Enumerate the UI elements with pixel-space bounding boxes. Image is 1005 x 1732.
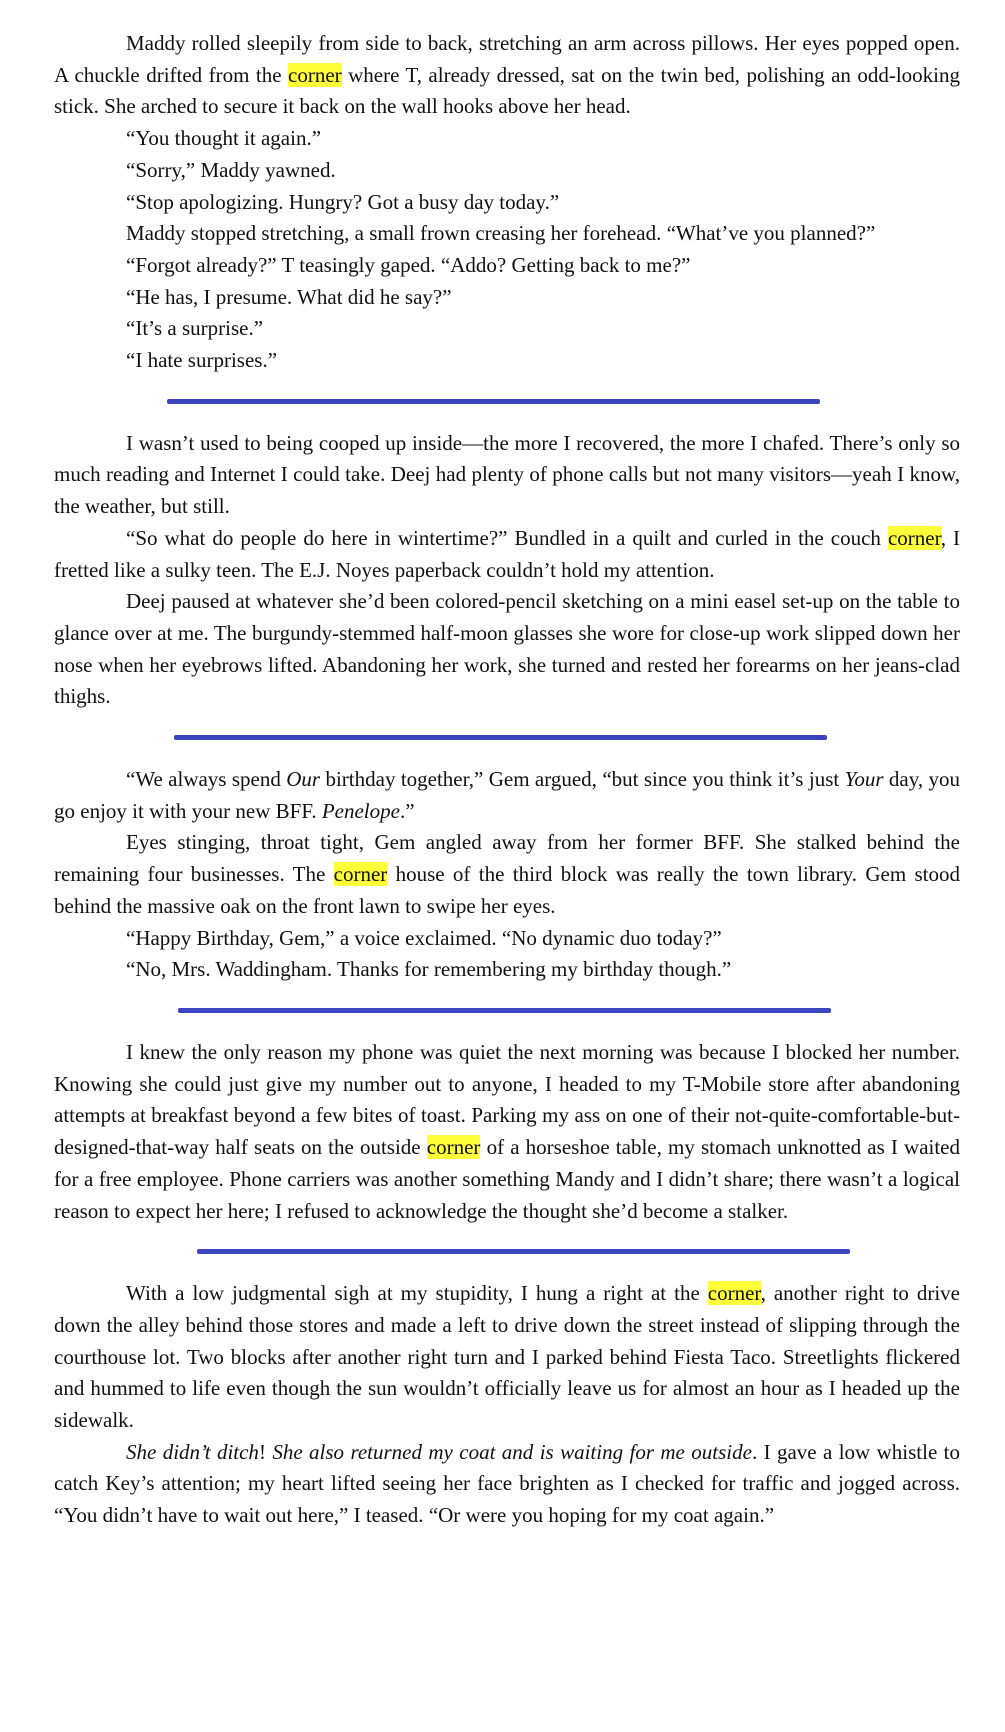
excerpt-section-2 — [54, 428, 960, 713]
text-run: “We always spend — [126, 767, 287, 792]
search-highlight: corner — [426, 1135, 481, 1160]
paragraph: “Happy Birthday, Gem,” a voice exclaimed. “No dynamic duo today?” — [126, 925, 722, 950]
paragraph: “No, Mrs. Waddingham. Thanks for remembering my birthday though.” — [126, 957, 732, 982]
excerpt-section-4 — [54, 1037, 960, 1227]
text-run: . I gave a low whistle to catch Key’s attention; my heart lifted seeing her face brighten as I checked for traffic and jogged across. “You didn’t have to wait out here,” I teased. “Or were you hoping for my coat again.” — [54, 1439, 960, 1528]
text-run: where T, already dressed, sat on the twin bed, polishing an odd-looking stick. She arched to secure it back on the wall hooks above her head. — [54, 62, 960, 119]
section-divider — [167, 399, 820, 404]
text-run: Maddy rolled sleepily from side to back, stretching an arm across pillows. Her eyes popped open. A chuckle drifted from the — [54, 31, 960, 87]
excerpt-section-1 — [54, 28, 960, 377]
paragraph: “Forgot already?” T teasingly gaped. “Addo? Getting back to me?” — [126, 252, 691, 277]
text-run: I knew the only reason my phone was quiet the next morning was because I blocked her number. Knowing she could just give my number out to anyone, I headed to my T-Mobile store after abandoning attempts at breakfast beyond a few bites of toast. Parking my ass on one of their not-quite-comfortable-but-designed-that-way half seats on the outside — [54, 1039, 960, 1160]
paragraph: “It’s a surprise.” — [126, 316, 264, 341]
text-run: birthday together,” Gem argued, “but since you think it’s just — [320, 767, 845, 792]
excerpt-section-3 — [54, 764, 960, 986]
section-divider — [197, 1249, 850, 1254]
section-divider — [178, 1008, 831, 1013]
paragraph — [54, 1278, 960, 1437]
paragraph: I wasn’t used to being cooped up inside—the more I recovered, the more I chafed. There’s only so much reading and Internet I could take. Deej had plenty of phone calls but not many visitors—yeah I know, the weather, but still. — [54, 430, 960, 519]
text-run: house of the third block was really the town library. Gem stood behind the massive oak on the front lawn to swipe her eyes. — [54, 862, 960, 918]
text-run: ! — [258, 1439, 273, 1464]
italic-text: She also returned my coat and is waiting for me outside — [272, 1439, 752, 1464]
paragraph: “You thought it again.” — [126, 126, 322, 151]
paragraph — [54, 523, 960, 586]
text-run: , I fretted like a sulky teen. The E.J. Noyes paperback couldn’t hold my attention. — [54, 525, 960, 582]
text-run: With a low judgmental sigh at my stupidity, I hung a right at the — [126, 1281, 708, 1306]
search-highlight: corner — [288, 62, 342, 87]
search-highlight: corner — [887, 525, 941, 550]
search-highlight: corner — [333, 862, 388, 887]
text-run: “So what do people do here in wintertime?” Bundled in a quilt and curled in the couch — [126, 525, 888, 550]
text-run: of a horseshoe table, my stomach unknotted as I waited for a free employee. Phone carriers was another something Mandy and I didn’t share; there wasn’t a logical reason to expect her here; I refused to acknowledge the thought she’d become a stalker. — [54, 1135, 961, 1223]
paragraph: Maddy stopped stretching, a small frown creasing her forehead. “What’ve you planned?” — [126, 221, 876, 246]
paragraph: “I hate surprises.” — [126, 348, 278, 373]
paragraph — [54, 764, 960, 827]
paragraph: “Sorry,” Maddy yawned. — [126, 157, 336, 182]
paragraph: “Stop apologizing. Hungry? Got a busy day today.” — [126, 189, 560, 214]
text-run: day, you go enjoy it with your new BFF. — [54, 767, 960, 823]
text-run: , another right to drive down the alley behind those stores and made a left to drive down the street instead of slipping through the courthouse lot. Two blocks after another right turn and I parked behind Fiesta Taco. Streetlights flickered and hummed to life even though the sun wouldn’t officially leave us for almost an hour as I headed up the sidewalk. — [54, 1281, 960, 1433]
italic-text: Our — [286, 767, 321, 792]
paragraph — [54, 827, 960, 922]
italic-text: She didn’t ditch — [126, 1439, 259, 1464]
text-run: .” — [399, 798, 415, 823]
excerpt-section-5 — [54, 1278, 960, 1532]
document-page — [54, 28, 960, 1532]
paragraph: “He has, I presume. What did he say?” — [126, 284, 452, 309]
italic-text: Penelope — [321, 798, 400, 823]
text-run: Eyes stinging, throat tight, Gem angled away from her former BFF. She stalked behind the remaining four businesses. The — [54, 830, 960, 887]
italic-text: Your — [844, 767, 884, 792]
paragraph: Deej paused at whatever she’d been colored-pencil sketching on a mini easel set-up on the table to glance over at me. The burgundy-stemmed half-moon glasses she wore for close-up work slipped down her nose when her eyebrows lifted. Abandoning her work, she turned and rested her forearms on her jeans-clad thighs. — [54, 589, 960, 709]
paragraph — [54, 1037, 960, 1227]
search-highlight: corner — [707, 1281, 761, 1306]
paragraph — [54, 1437, 960, 1532]
paragraph — [54, 28, 960, 123]
section-divider — [174, 735, 827, 740]
